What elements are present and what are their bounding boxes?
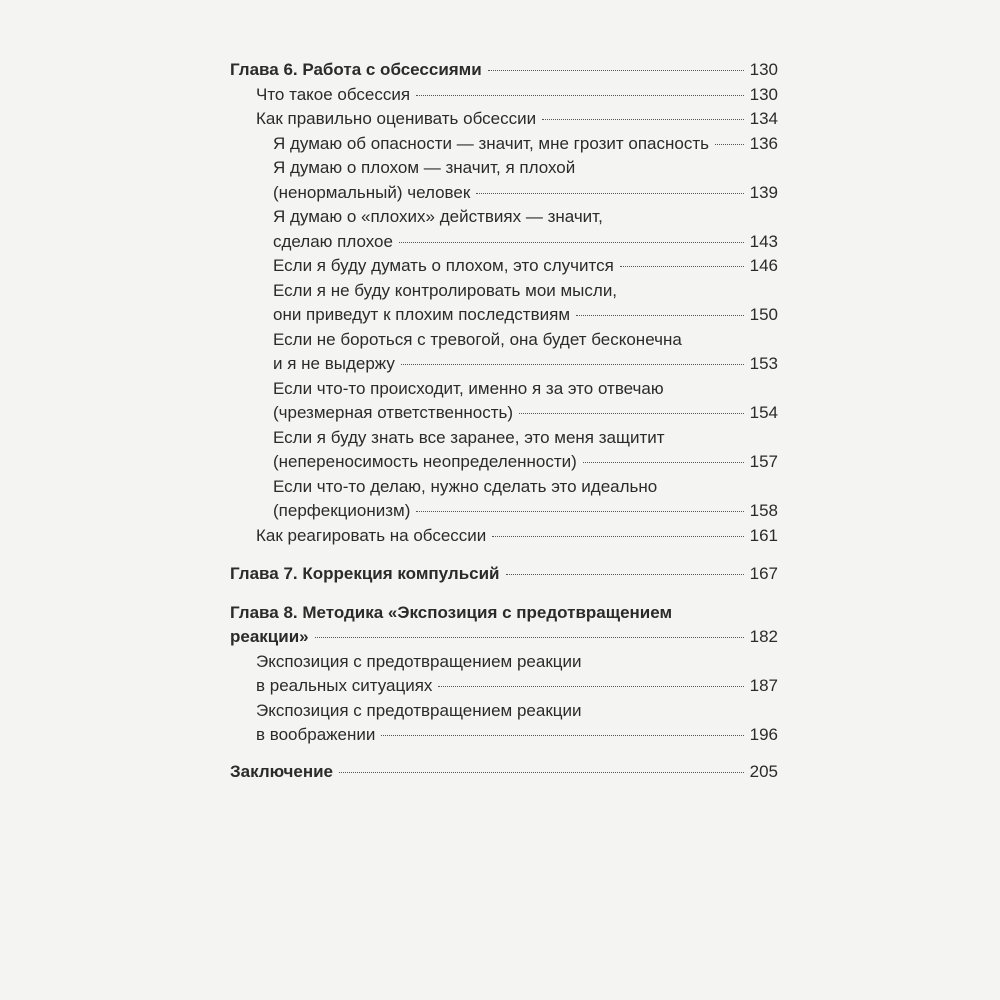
dot-leader xyxy=(620,266,744,267)
dot-leader xyxy=(583,462,744,463)
toc-subsection-1[interactable] xyxy=(230,132,778,157)
dot-leader xyxy=(506,574,744,575)
toc-subsection-5-line1[interactable]: Если я не буду контролировать мои мысли, xyxy=(273,280,618,300)
toc-subsection-4[interactable] xyxy=(230,254,778,279)
dot-leader xyxy=(542,119,744,120)
toc-subsection-5[interactable] xyxy=(230,303,778,328)
toc-subsection-3[interactable] xyxy=(230,230,778,255)
toc-section-title: Как реагировать на обсессии xyxy=(256,525,487,545)
toc-section-real-exposure[interactable] xyxy=(230,674,778,699)
toc-section-page: 161 xyxy=(749,525,778,545)
toc-section-title: в реальных ситуациях xyxy=(256,676,433,695)
toc-subsection-page: 153 xyxy=(749,354,778,373)
toc-subsection-2-line1[interactable]: Я думаю о плохом — значит, я плохой xyxy=(273,158,576,177)
dot-leader xyxy=(476,193,743,194)
toc-section-page: 130 xyxy=(749,84,778,104)
toc-chapter-8[interactable] xyxy=(230,625,778,650)
dot-leader xyxy=(416,95,744,96)
dot-leader xyxy=(399,242,744,243)
dot-leader xyxy=(492,536,743,537)
toc-conclusion-title: Заключение xyxy=(230,761,333,781)
dot-leader xyxy=(416,511,743,512)
toc-subsection-6[interactable] xyxy=(230,352,778,377)
dot-leader xyxy=(576,315,744,316)
toc-subsection-7-line1[interactable]: Если что-то происходит, именно я за это отвечаю xyxy=(273,378,664,398)
toc-subsection-3-line1[interactable]: Я думаю о «плохих» действиях — значит, xyxy=(273,207,603,226)
toc-conclusion-page: 205 xyxy=(749,761,778,781)
toc-section-real-exposure-line1[interactable]: Экспозиция с предотвращением реакции xyxy=(256,651,582,671)
toc-chapter-7-title: Глава 7. Коррекция компульсий xyxy=(230,564,500,583)
toc-subsection-page: 139 xyxy=(749,182,778,202)
toc-subsection-page: 136 xyxy=(749,133,778,153)
toc-section-imaginal-exposure[interactable] xyxy=(230,723,778,748)
dot-leader xyxy=(339,772,744,773)
toc-chapter-7-page: 167 xyxy=(749,564,778,583)
toc-conclusion[interactable] xyxy=(230,760,778,785)
toc-section-imaginal-exposure-line1[interactable]: Экспозиция с предотвращением реакции xyxy=(256,700,582,720)
toc-subsection-title: (непереносимость неопределенности) xyxy=(273,452,577,471)
dot-leader xyxy=(315,637,744,638)
dot-leader xyxy=(519,413,744,414)
toc-subsection-page: 146 xyxy=(749,256,778,275)
toc-chapter-8-title: реакции» xyxy=(230,627,309,646)
toc-subsection-title: они приведут к плохим последствиям xyxy=(273,305,571,324)
toc-subsection-page: 158 xyxy=(749,501,778,520)
toc-subsection-7[interactable] xyxy=(230,401,778,426)
toc-subsection-title: (чрезмерная ответственность) xyxy=(273,403,514,422)
dot-leader xyxy=(438,686,743,687)
toc-section-title: Как правильно оценивать обсессии xyxy=(256,109,537,128)
toc-section-title: Что такое обсессия xyxy=(256,84,411,104)
toc-subsection-8-line1[interactable]: Если я буду знать все заранее, это меня защитит xyxy=(273,427,665,447)
toc-section-react-to-obsessions[interactable] xyxy=(230,524,778,549)
toc-subsection-title: (ненормальный) человек xyxy=(273,182,471,202)
toc-subsection-9[interactable] xyxy=(230,499,778,524)
toc-section-page: 134 xyxy=(749,109,778,128)
toc-chapter-8-page: 182 xyxy=(749,627,778,646)
table-of-contents xyxy=(230,58,778,784)
toc-section-what-is-obsession[interactable] xyxy=(230,83,778,108)
toc-subsection-title: Я думаю об опасности — значит, мне грозит опасность xyxy=(273,133,709,153)
toc-chapter-7[interactable] xyxy=(230,562,778,587)
dot-leader xyxy=(401,364,744,365)
toc-subsection-title: и я не выдержу xyxy=(273,354,395,373)
dot-leader xyxy=(488,70,744,71)
toc-subsection-6-line1[interactable]: Если не бороться с тревогой, она будет бесконечна xyxy=(273,329,682,349)
toc-subsection-title: Если я буду думать о плохом, это случится xyxy=(273,256,614,275)
toc-section-evaluate-obsessions[interactable] xyxy=(230,107,778,132)
toc-section-page: 196 xyxy=(749,725,778,744)
dot-leader xyxy=(381,735,743,736)
toc-chapter-6[interactable] xyxy=(230,58,778,83)
toc-subsection-9-line1[interactable]: Если что-то делаю, нужно сделать это идеально xyxy=(273,476,658,496)
toc-subsection-8[interactable] xyxy=(230,450,778,475)
toc-subsection-page: 150 xyxy=(749,305,778,324)
toc-chapter-6-page: 130 xyxy=(749,60,778,79)
toc-subsection-2[interactable] xyxy=(230,181,778,206)
toc-subsection-page: 154 xyxy=(749,403,778,422)
toc-subsection-page: 143 xyxy=(749,231,778,251)
toc-subsection-page: 157 xyxy=(749,452,778,471)
toc-chapter-6-title: Глава 6. Работа с обсессиями xyxy=(230,60,482,79)
toc-section-page: 187 xyxy=(749,676,778,695)
toc-subsection-title: (перфекционизм) xyxy=(273,501,411,520)
toc-subsection-title: сделаю плохое xyxy=(273,231,393,251)
toc-chapter-8-line1[interactable]: Глава 8. Методика «Экспозиция с предотвращением xyxy=(230,602,673,622)
dot-leader xyxy=(715,144,744,145)
toc-section-title: в воображении xyxy=(256,725,376,744)
